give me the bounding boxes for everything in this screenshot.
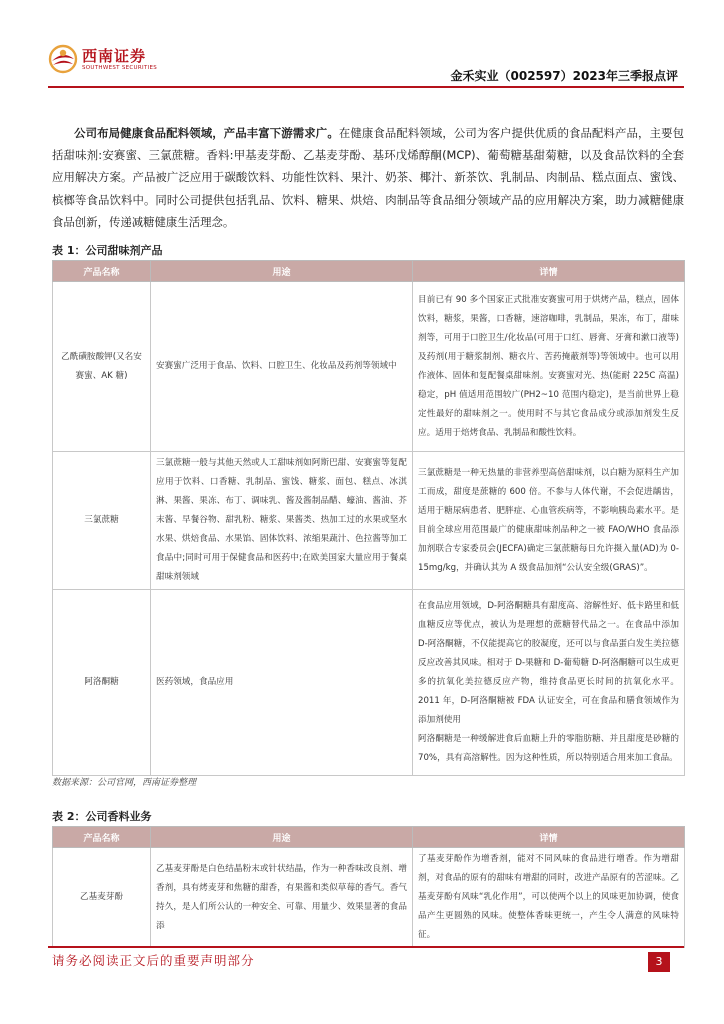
header-use: 用途 (151, 261, 413, 282)
product-use: 乙基麦芽酚是白色结晶粉末或针状结晶，作为一种香味改良剂、增香剂，具有烤麦芽和焦糖的甜香，有果酱和类似草莓的香气。香气持久，是人们所公认的一种安全、可靠、用量少、效果显著的食品添 (151, 848, 413, 948)
flavor-table (52, 826, 685, 948)
product-name: 乙酰磺胺酸钾(又名安赛蜜、AK 糖) (53, 282, 151, 452)
product-use: 三氯蔗糖一般与其他天然或人工甜味剂如阿斯巴甜、安赛蜜等复配应用于饮料、口香糖、乳制品、蜜饯、糖浆、面包、糕点、冰淇淋、果酱、果冻、布丁、调味乳、酱及酱制品醋、蠔油、酱油、芥末酱、早餐谷物、甜乳粉、糖浆、果酱类、热加工过的水果或坚水水果、烘焙食品、水果馅、固体饮料、浓缩果蔬汁、色拉酱等加工食品中;同时可用于保健食品和医药中;在欧美国家大量应用于餐桌甜味剂领域 (151, 452, 413, 590)
header-product-name: 产品名称 (53, 261, 151, 282)
header-divider (48, 86, 684, 88)
page-header (40, 40, 684, 90)
product-name: 阿洛酮糖 (53, 590, 151, 776)
intro-lead: 公司布局健康食品配料领域，产品丰富下游需求广。 (74, 126, 339, 140)
table-row (53, 848, 685, 948)
table1-caption: 表 1：公司甜味剂产品 (52, 244, 163, 257)
intro-body: 在健康食品配料领域，公司为客户提供优质的食品配料产品，主要包括甜味剂:安赛蜜、三氯蔗糖。香料:甲基麦芽酚、乙基麦芽酚、基环戊烯醇酮(MCP)、葡萄糖基甜菊糖，以及食品饮料的全套应用解决方案。产品被广泛应用于碳酸饮料、功能性饮料、果汁、奶茶、椰汁、新茶饮、乳制品、肉制品、糕点面点、蜜饯、槟榔等食品饮料中。同时公司提供包括乳品、饮料、糖果、烘焙、肉制品等食品细分领域产品的应用解决方案，助力减糖健康食品创新，传递减糖健康生活理念。 (52, 126, 684, 229)
product-use: 安赛蜜广泛用于食品、饮料、口腔卫生、化妆品及药剂等领域中 (151, 282, 413, 452)
sweetener-table (52, 260, 685, 776)
intro-paragraph (52, 122, 684, 233)
logo-emblem-icon (48, 44, 78, 74)
logo-english-name: SOUTHWEST SECURITIES (82, 65, 158, 71)
product-detail: 了基麦芽酚作为增香剂，能对不同风味的食品进行增香。作为增甜剂，对食品的原有的甜味有增甜的同时，改进产品原有的苦涩味。乙基麦芽酚有风味“乳化作用”，可以使两个以上的风味更加协调，使食品产生更圆熟的风味。使整体香味更统一，产生令人满意的风味特征。 (413, 848, 685, 948)
disclaimer-notice: 请务必阅读正文后的重要声明部分 (52, 953, 255, 968)
product-detail: 三氯蔗糖是一种无热量的非营养型高倍甜味剂，以白糖为原料生产加工而成，甜度是蔗糖的 600 倍。不参与人体代谢，不会促进龋齿，适用于糖尿病患者、肥胖症、心血管疾病等，不影响胰岛素水平。是目前全球应用范围最广的健康甜味剂品种之一被 FAO/WHO 食品添加剂联合专家委员会(JECFA)确定三氯蔗糖每日允许摄入量(AD)为 0-15mg/kg，并确认其为 A 级食品加剂“公认安全级(GRAS)”。 (413, 452, 685, 590)
table-header-row (53, 261, 685, 282)
report-title: 金禾实业（002597）2023年三季报点评 (450, 69, 678, 83)
table-row (53, 282, 685, 452)
header-product-name: 产品名称 (53, 827, 151, 848)
table2-caption: 表 2：公司香料业务 (52, 810, 152, 823)
header-use: 用途 (151, 827, 413, 848)
company-logo (48, 42, 158, 82)
product-use: 医药领域，食品应用 (151, 590, 413, 776)
table-row (53, 590, 685, 776)
product-detail: 目前已有 90 多个国家正式批准安赛蜜可用于烘烤产品，糕点，固体饮料，糖浆，果酱，口香糖，速溶咖啡，乳制品，果冻，布丁，甜味剂等，可用于口腔卫生/化妆品(可用于口红、唇膏、牙膏和漱口液等)及药剂(用于糖浆制剂、糖衣片、苦药掩蔽剂等)等领域中。也可以用作液体、固体和复配餐桌甜味剂。安赛蜜对光、热(能耐 225C 高温)稳定，pH 值适用范围较广(PH2~10 范围内稳定)，是当前世界上稳定性最好的甜味剂之一。使用时不与其它食品成分或添加剂发生反应。适用于焙烤食品、乳制品和酸性饮料。 (413, 282, 685, 452)
logo-chinese-name: 西南证券 (82, 47, 147, 65)
table-header-row (53, 827, 685, 848)
product-detail: 在食品应用领域，D-阿洛酮糖具有甜度高、溶解性好、低卡路里和低血糖反应等优点，被认为是理想的蔗糖替代品之一。在食品中添加 D-阿洛酮糖，不仅能提高它的胶凝度，还可以与食品蛋白发生美拉德反应改善其风味。相对于 D-果糖和 D-葡萄糖 D-阿洛酮糖可以生成更多的抗氧化美拉德反应产物，维持食品更长时间的抗氧化水平。2011 年，D-阿洛酮糖被 FDA 认证安全，可在食品和膳食领域作为添加剂使用 阿洛酮糖是一种缓解进食后血糖上升的零脂肪糖、并且甜度是砂糖的 70%，具有高溶解性。因为这种性质，所以特别适合用来加工食品。 (413, 590, 685, 776)
page-number: 3 (648, 952, 670, 972)
table-row (53, 452, 685, 590)
footer-divider (48, 946, 684, 948)
header-detail: 详情 (413, 261, 685, 282)
header-detail: 详情 (413, 827, 685, 848)
data-source-note: 数据来源：公司官网，西南证券整理 (52, 778, 197, 788)
product-name: 乙基麦芽酚 (53, 848, 151, 948)
product-name: 三氯蔗糖 (53, 452, 151, 590)
